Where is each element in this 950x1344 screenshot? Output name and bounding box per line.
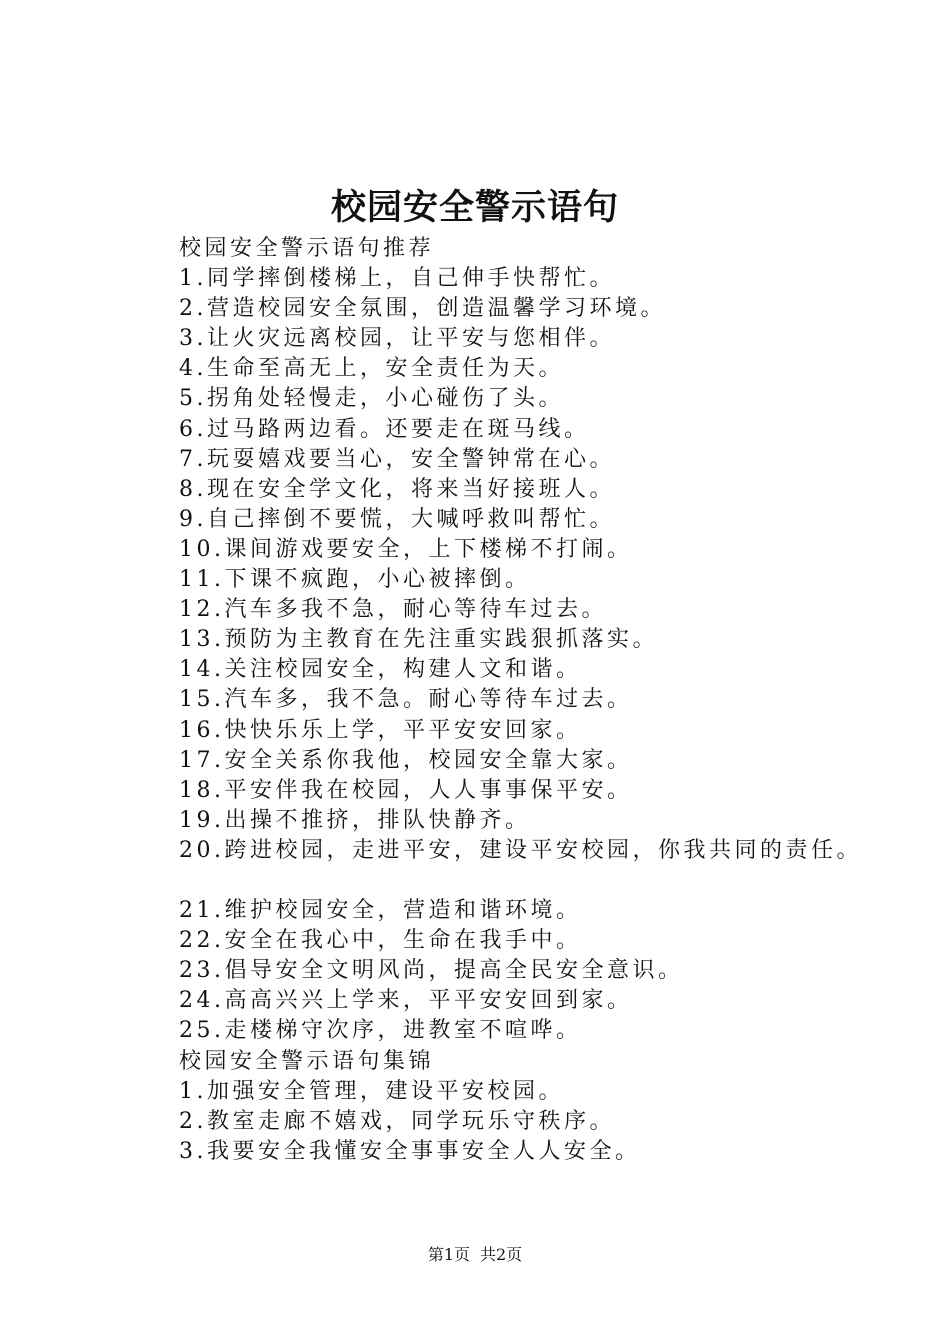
section-heading: 校园安全警示语句推荐	[179, 236, 435, 261]
slogan-item: 1.加强安全管理，建设平安校园。	[179, 1078, 564, 1104]
section-heading: 校园安全警示语句集锦	[179, 1048, 435, 1074]
slogan-item: 1.同学摔倒楼梯上，自己伸手快帮忙。	[179, 266, 615, 292]
blank-line	[179, 866, 939, 896]
slogan-item: 5.拐角处轻慢走，小心碰伤了头。	[179, 386, 564, 412]
slogan-item: 17.安全关系你我他，校园安全靠大家。	[179, 747, 633, 773]
slogan-item: 2.教室走廊不嬉戏，同学玩乐守秩序。	[179, 1108, 615, 1134]
slogan-item: 22.安全在我心中，生命在我手中。	[179, 928, 582, 954]
page-number: 第1页	[427, 1245, 470, 1264]
slogan-item: 25.走楼梯守次序，进教室不喧哗。	[179, 1018, 582, 1044]
slogan-item: 10.课间游戏要安全，上下楼梯不打闹。	[179, 536, 633, 562]
slogan-item: 7.玩耍嬉戏要当心，安全警钟常在心。	[179, 446, 615, 472]
slogan-item: 11.下课不疯跑，小心被摔倒。	[179, 567, 531, 593]
slogan-item: 4.生命至高无上，安全责任为天。	[179, 356, 564, 382]
slogan-item: 3.让火灾远离校园，让平安与您相伴。	[179, 326, 615, 352]
slogan-item: 23.倡导安全文明风尚，提高全民安全意识。	[179, 958, 684, 984]
slogan-item: 18.平安伴我在校园，人人事事保平安。	[179, 777, 633, 803]
slogan-item: 8.现在安全学文化，将来当好接班人。	[179, 476, 615, 502]
document-body	[179, 234, 939, 1167]
slogan-item: 13.预防为主教育在先注重实践狠抓落实。	[179, 627, 658, 653]
slogan-item: 15.汽车多，我不急。耐心等待车过去。	[179, 687, 633, 713]
slogan-item: 20.跨进校园，走进平安，建设平安校园，你我共同的责任。	[179, 837, 862, 863]
slogan-item: 12.汽车多我不急，耐心等待车过去。	[179, 597, 607, 623]
slogan-item: 6.过马路两边看。还要走在斑马线。	[179, 416, 590, 442]
slogan-item: 24.高高兴兴上学来，平平安安回到家。	[179, 988, 633, 1014]
slogan-item: 16.快快乐乐上学，平平安安回家。	[179, 717, 582, 743]
slogan-item: 9.自己摔倒不要慌，大喊呼救叫帮忙。	[179, 506, 615, 532]
slogan-item: 19.出操不推挤，排队快静齐。	[179, 807, 531, 833]
page-total: 共2页	[480, 1245, 523, 1264]
slogan-item: 2.营造校园安全氛围，创造温馨学习环境。	[179, 296, 666, 322]
slogan-item: 21.维护校园安全，营造和谐环境。	[179, 898, 582, 924]
slogan-item: 14.关注校园安全，构建人文和谐。	[179, 657, 582, 683]
slogan-item: 3.我要安全我懂安全事事安全人人安全。	[179, 1138, 641, 1164]
page-footer	[0, 1244, 950, 1266]
page-title: 校园安全警示语句	[330, 187, 619, 228]
